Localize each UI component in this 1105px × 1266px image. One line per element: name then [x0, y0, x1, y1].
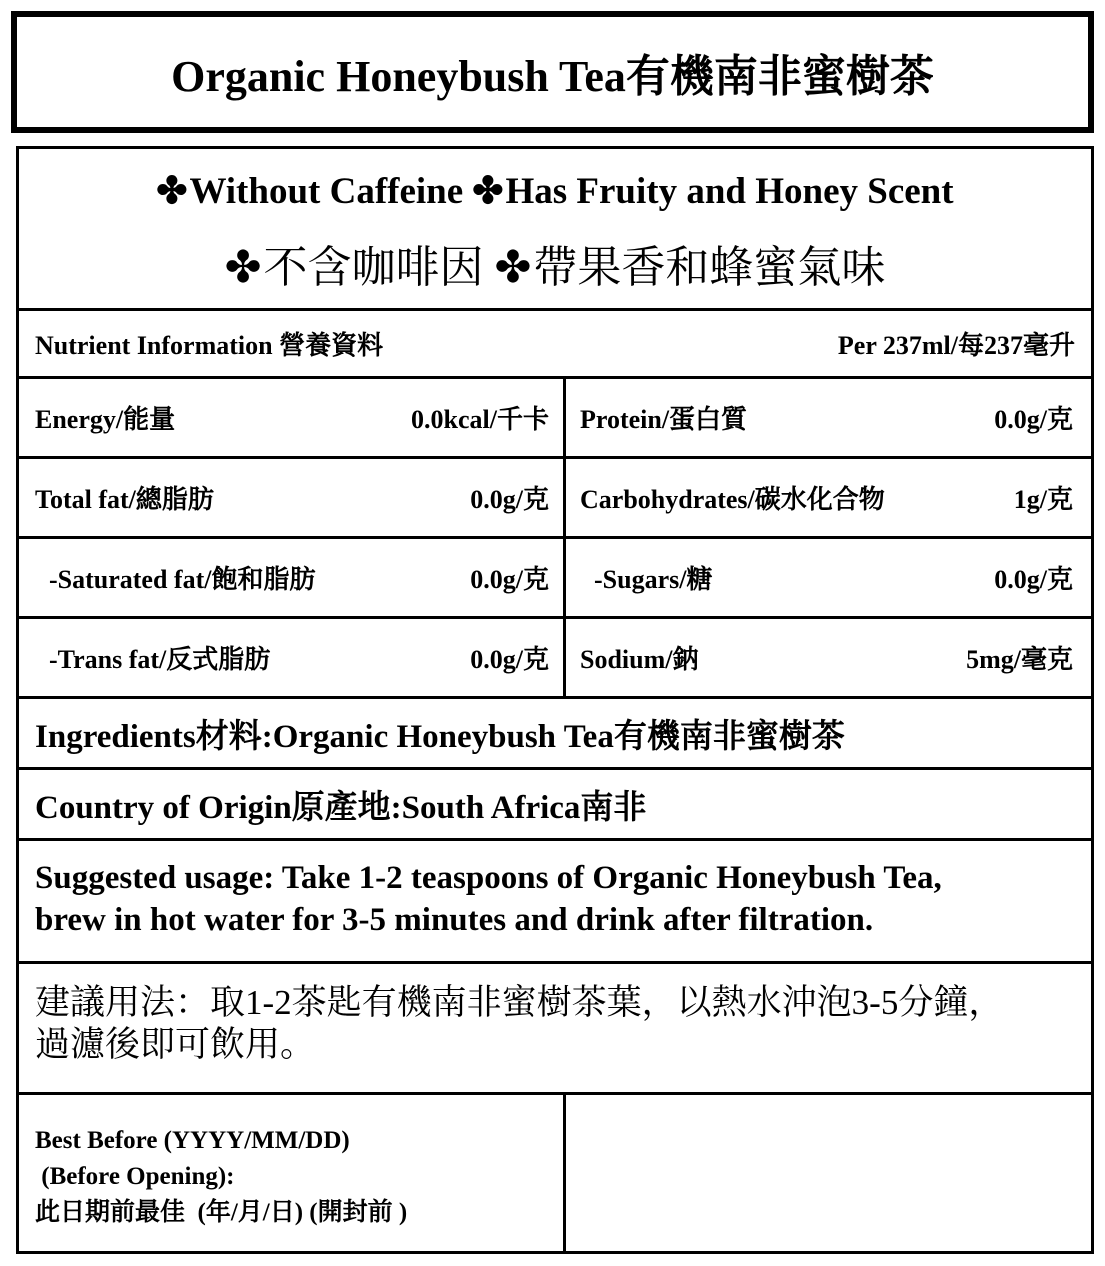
- best-before-line: (Before Opening):: [35, 1163, 235, 1190]
- origin-row: [19, 770, 1091, 841]
- nutrient-cell: [566, 619, 1091, 696]
- usage-english-line: Suggested usage: Take 1-2 teaspoons of Organic Honeybush Tea,: [35, 860, 942, 896]
- nutrient-cell: [19, 379, 566, 456]
- best-before-line: Best Before (YYYY/MM/DD): [35, 1127, 350, 1154]
- best-before-row: [19, 1095, 1091, 1251]
- usage-chinese-line: 過濾後即可飲用。: [35, 1025, 316, 1064]
- clover-icon: ✤: [224, 243, 262, 292]
- feature-no-caffeine-zh: 不含咖啡因: [263, 243, 484, 292]
- nutrient-value: 1g/克: [1013, 485, 1073, 514]
- origin-text: Country of Origin原產地:South Africa南非: [35, 789, 647, 826]
- nutrient-value: 0.0g/克: [470, 485, 549, 514]
- ingredients-text: Ingredients材料:Organic Honeybush Tea有機南非蜜樹茶: [35, 718, 845, 755]
- title-box: [11, 11, 1094, 133]
- nutrient-cell: [19, 459, 566, 536]
- usage-english-line: brew in hot water for 3-5 minutes and drink after filtration.: [35, 902, 874, 938]
- nutrient-value: 0.0kcal/千卡: [411, 405, 549, 434]
- nutrient-label: -Sugars/糖: [594, 565, 713, 594]
- nutrient-info-heading: Nutrient Information 營養資料: [35, 331, 384, 360]
- usage-english-row: [19, 841, 1091, 964]
- usage-chinese-row: [19, 964, 1091, 1095]
- clover-icon: ✤: [472, 171, 504, 212]
- best-before-date-field: [566, 1095, 1091, 1251]
- ingredients-row: [19, 699, 1091, 770]
- nutrition-label: [16, 146, 1094, 1254]
- nutrient-label: -Saturated fat/飽和脂肪: [49, 565, 316, 594]
- nutrient-value: 0.0g/克: [470, 645, 549, 674]
- features-english: [19, 169, 1091, 213]
- nutrient-value: 5mg/毫克: [966, 645, 1073, 674]
- clover-icon: ✤: [156, 171, 188, 212]
- nutrient-value: 0.0g/克: [994, 565, 1073, 594]
- nutrient-cell: [19, 539, 566, 616]
- nutrient-cell: [566, 459, 1091, 536]
- product-title: Organic Honeybush Tea有機南非蜜樹茶: [171, 52, 934, 101]
- usage-chinese-line: 建議用法：取1-2茶匙有機南非蜜樹茶葉，以熱水沖泡3-5分鐘，: [35, 983, 1004, 1022]
- nutrient-info-header: [19, 311, 1091, 379]
- nutrient-row: [19, 539, 1091, 619]
- feature-no-caffeine: Without Caffeine: [189, 171, 464, 212]
- best-before-label: [19, 1095, 566, 1251]
- nutrient-cell: [19, 619, 566, 696]
- nutrient-row: [19, 619, 1091, 699]
- feature-fruity-honey-scent: Has Fruity and Honey Scent: [505, 171, 954, 212]
- serving-size: Per 237ml/每237毫升: [837, 331, 1075, 360]
- nutrient-value: 0.0g/克: [470, 565, 549, 594]
- nutrient-label: -Trans fat/反式脂肪: [49, 645, 271, 674]
- nutrient-row: [19, 379, 1091, 459]
- nutrient-value: 0.0g/克: [994, 405, 1073, 434]
- nutrient-label: Energy/能量: [35, 405, 176, 434]
- nutrient-label: Protein/蛋白質: [580, 405, 748, 434]
- best-before-line: 此日期前最佳 (年/月/日) (開封前 ): [35, 1199, 408, 1226]
- nutrient-label: Sodium/鈉: [580, 645, 699, 674]
- nutrient-label: Carbohydrates/碳水化合物: [580, 485, 885, 514]
- feature-fruity-honey-scent-zh: 帶果香和蜂蜜氣味: [533, 243, 886, 292]
- features-row: [19, 149, 1091, 311]
- nutrient-cell: [566, 539, 1091, 616]
- features-chinese: [19, 231, 1091, 295]
- nutrient-label: Total fat/總脂肪: [35, 485, 214, 514]
- clover-icon: ✤: [494, 243, 532, 292]
- nutrient-cell: [566, 379, 1091, 456]
- nutrient-row: [19, 459, 1091, 539]
